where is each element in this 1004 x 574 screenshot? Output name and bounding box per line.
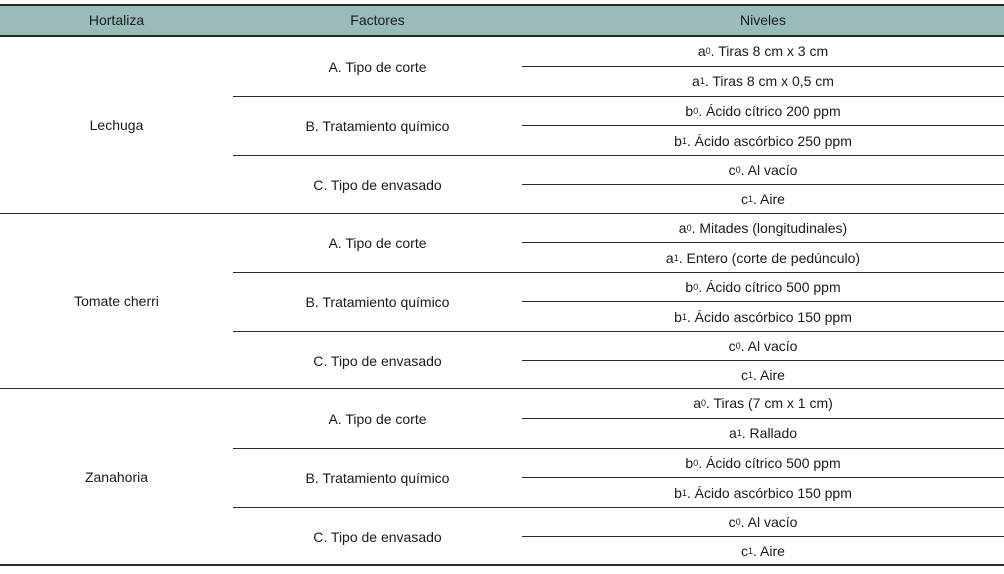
header-levels: Niveles xyxy=(740,12,786,28)
factor-name: C. Tipo de envasado xyxy=(313,176,442,193)
levels-cell xyxy=(522,449,1004,507)
vegetable-cell: Tomate cherri xyxy=(74,293,159,309)
level-item: a 0 . Tiras (7 cm x 1 cm) xyxy=(522,389,1004,419)
factor-name: A. Tipo de corte xyxy=(328,235,427,251)
header-factors: Factores xyxy=(350,12,405,28)
levels-cell xyxy=(522,389,1004,448)
table-header xyxy=(0,4,1004,37)
level-item: b 0 . Ácido cítrico 200 ppm xyxy=(522,97,1004,126)
vegetable-cell: Lechuga xyxy=(89,117,144,133)
levels-cell xyxy=(522,37,1004,96)
levels-cell xyxy=(522,156,1004,213)
vegetable-cell: Zanahoria xyxy=(84,468,149,485)
factor-row xyxy=(233,448,1004,507)
factor-row xyxy=(233,96,1004,155)
factor-name: A. Tipo de corte xyxy=(328,410,427,427)
level-item: c 0 . Al vacío xyxy=(522,508,1004,537)
factor-row xyxy=(233,272,1004,331)
level-item: b 1 . Ácido ascórbico 150 ppm xyxy=(674,484,852,501)
factor-name: B. Tratamiento químico xyxy=(305,118,450,134)
level-item: b 0 . Ácido cítrico 500 ppm xyxy=(522,273,1004,302)
level-item: c 1 . Aire xyxy=(741,542,785,559)
factor-name: A. Tipo de corte xyxy=(328,58,427,75)
factor-row xyxy=(233,507,1004,565)
level-item: a 1 . Entero (corte de pedúnculo) xyxy=(665,249,861,266)
levels-cell xyxy=(522,97,1004,155)
factor-name: B. Tratamiento químico xyxy=(305,470,450,486)
level-item: a 0 . Tiras 8 cm x 3 cm xyxy=(522,37,1004,67)
factor-row xyxy=(233,155,1004,213)
level-item: a 1 . Rallado xyxy=(728,425,798,442)
level-item: b 0 . Ácido cítrico 500 ppm xyxy=(522,449,1004,478)
level-item: c 0 . Al vacío xyxy=(522,156,1004,185)
factor-name: C. Tipo de envasado xyxy=(313,352,442,369)
header-vegetable: Hortaliza xyxy=(88,12,145,28)
level-item: c 1 . Aire xyxy=(741,190,785,207)
factor-row xyxy=(233,389,1004,448)
level-item: a 0 . Mitades (longitudinales) xyxy=(522,214,1004,243)
factor-row xyxy=(233,331,1004,389)
group-lechuga xyxy=(0,37,1004,214)
factor-row xyxy=(233,214,1004,272)
group-tomate-cherri xyxy=(0,214,1004,389)
level-item: b 1 . Ácido ascórbico 250 ppm xyxy=(674,132,852,149)
group-zanahoria xyxy=(0,389,1004,566)
factor-row xyxy=(233,37,1004,96)
level-item: c 0 . Al vacío xyxy=(522,332,1004,361)
levels-cell xyxy=(522,332,1004,389)
levels-cell xyxy=(522,508,1004,565)
levels-cell xyxy=(522,273,1004,331)
levels-cell xyxy=(522,214,1004,272)
factor-name: B. Tratamiento químico xyxy=(305,294,450,310)
level-item: c 1 . Aire xyxy=(741,366,785,383)
level-item: a 1 . Tiras 8 cm x 0,5 cm xyxy=(692,73,834,90)
level-item: b 1 . Ácido ascórbico 150 ppm xyxy=(674,308,852,325)
factor-name: C. Tipo de envasado xyxy=(313,528,442,545)
